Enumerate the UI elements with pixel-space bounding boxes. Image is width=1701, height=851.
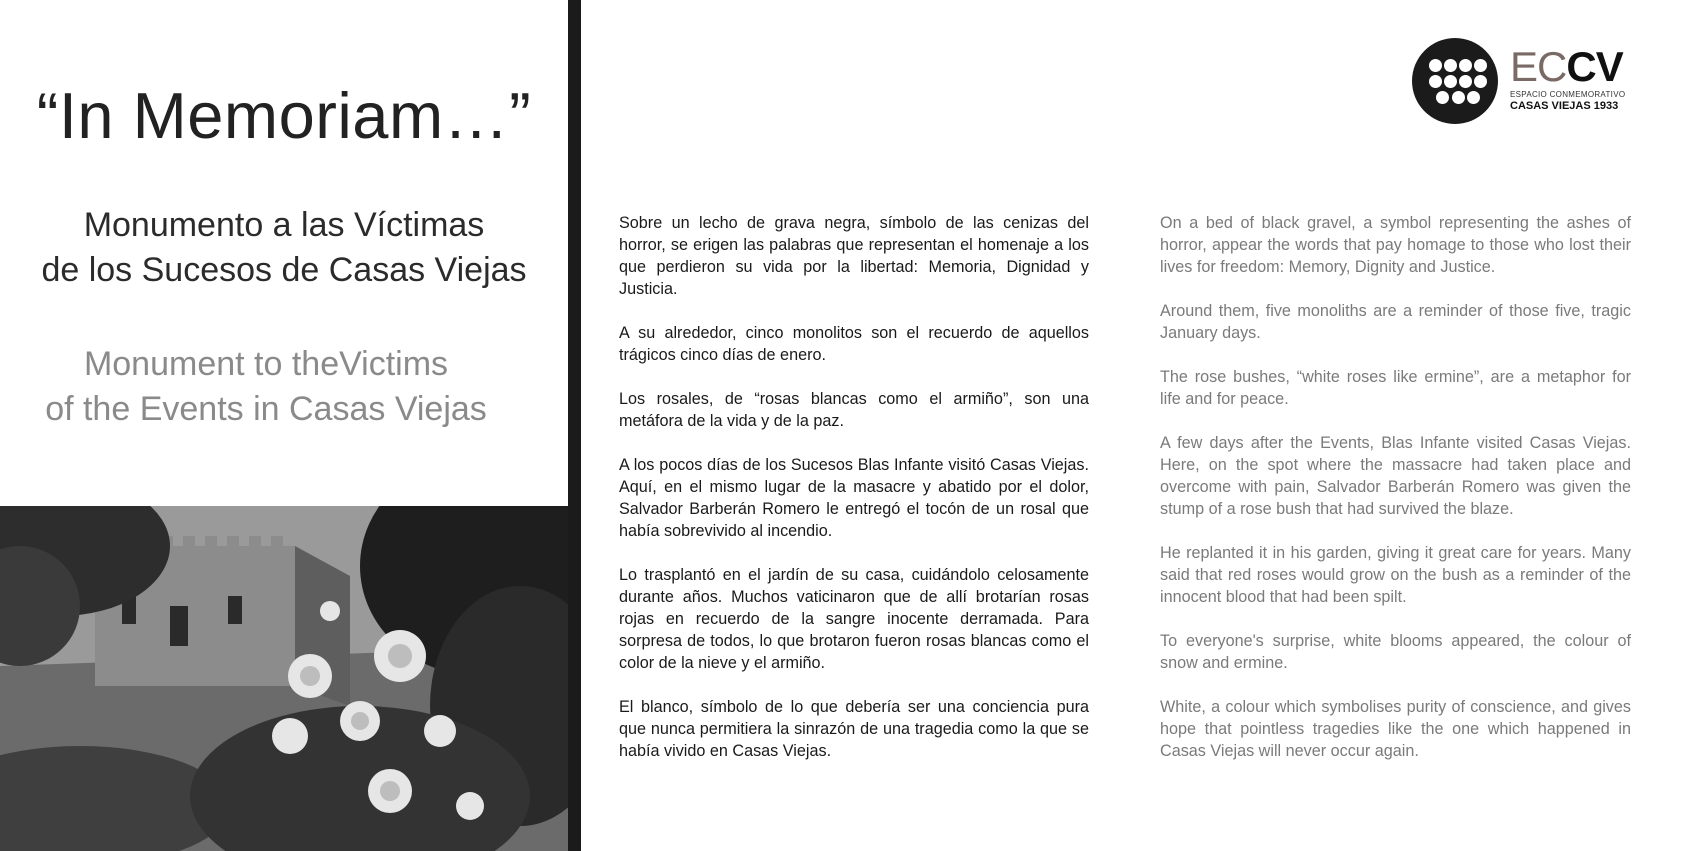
logo-subtitle-bold: CASAS VIEJAS 1933	[1510, 100, 1619, 112]
left-panel	[0, 0, 568, 851]
paragraph: A los pocos días de los Sucesos Blas Infante visitó Casas Viejas. Aquí, en el mismo lugar de la masacre y abatido por el dolor, Salvador Barberán Romero le entregó el tocón de un rosal que había sobrevivido al incendio.	[619, 456, 1089, 540]
subtitle-spanish	[0, 203, 568, 293]
subtitle-english-line: of the Events in Casas Viejas	[45, 390, 487, 428]
paragraph: Lo trasplantó en el jardín de su casa, cuidándolo celosamente durante años. Muchos vaticinaron que de allí brotarían rosas rojas en recuerdo de la sangre inocente derramada. Para sorpresa de todos, lo que brotaron fueron rosas blancas como el color de la nieve y el armiño.	[619, 566, 1089, 672]
paragraph: El blanco, símbolo de lo que debería ser una conciencia pura que nunca permitiera la sinrazón de una tragedia como la que se había vivido en Casas Viejas.	[619, 698, 1089, 760]
paragraph: A su alrededor, cinco monolitos son el recuerdo de aquellos trágicos cinco días de enero.	[619, 324, 1089, 364]
subtitle-spanish-line: de los Sucesos de Casas Viejas	[41, 251, 527, 289]
english-text-column	[1160, 212, 1631, 784]
paragraph: Los rosales, de “rosas blancas como el armiño”, son una metáfora de la vida y de la paz.	[619, 390, 1089, 430]
eccv-logo	[1412, 38, 1632, 124]
subtitle-english	[0, 342, 532, 432]
paragraph: On a bed of black gravel, a symbol representing the ashes of horror, appear the words that pay homage to those who lost their lives for freedom: Memory, Dignity and Justice.	[1160, 214, 1631, 276]
logo-word-cv: CV	[1566, 43, 1623, 90]
logo-dots-icon	[1412, 38, 1498, 124]
paragraph: White, a colour which symbolises purity of conscience, and gives hope that pointless tragedies like the one which happened in Casas Viejas will never occur again.	[1160, 698, 1631, 760]
logo-wordmark	[1510, 43, 1623, 90]
spanish-text-column	[619, 212, 1089, 784]
monument-photo	[0, 506, 568, 851]
divider-bar	[568, 0, 581, 851]
paragraph: Around them, five monoliths are a reminder of those five, tragic January days.	[1160, 302, 1631, 342]
paragraph: The rose bushes, “white roses like ermine”, are a metaphor for life and for peace.	[1160, 368, 1631, 408]
paragraph: He replanted it in his garden, giving it great care for years. Many said that red roses would grow on the bush as a reminder of the innocent blood that had been spilt.	[1160, 544, 1631, 606]
subtitle-english-line: Monument to theVictims	[83, 345, 449, 383]
paragraph: A few days after the Events, Blas Infante visited Casas Viejas. Here, on the spot where the massacre had taken place and overcome with pain, Salvador Barberán Romero was given the stump of a rose bush that had survived the blaze.	[1160, 434, 1631, 518]
paragraph: Sobre un lecho de grava negra, símbolo de las cenizas del horror, se erigen las palabras que representan el homenaje a los que perdieron su vida por la libertad: Memoria, Dignidad y Justicia.	[619, 214, 1089, 298]
logo-subtitle: ESPACIO CONMEMORATIVO	[1510, 90, 1626, 99]
subtitle-spanish-line: Monumento a las Víctimas	[83, 206, 485, 244]
paragraph: To everyone's surprise, white blooms appeared, the colour of snow and ermine.	[1160, 632, 1631, 672]
page-title: “In Memoriam…”	[36, 79, 532, 152]
logo-word-ec: EC	[1510, 43, 1567, 90]
